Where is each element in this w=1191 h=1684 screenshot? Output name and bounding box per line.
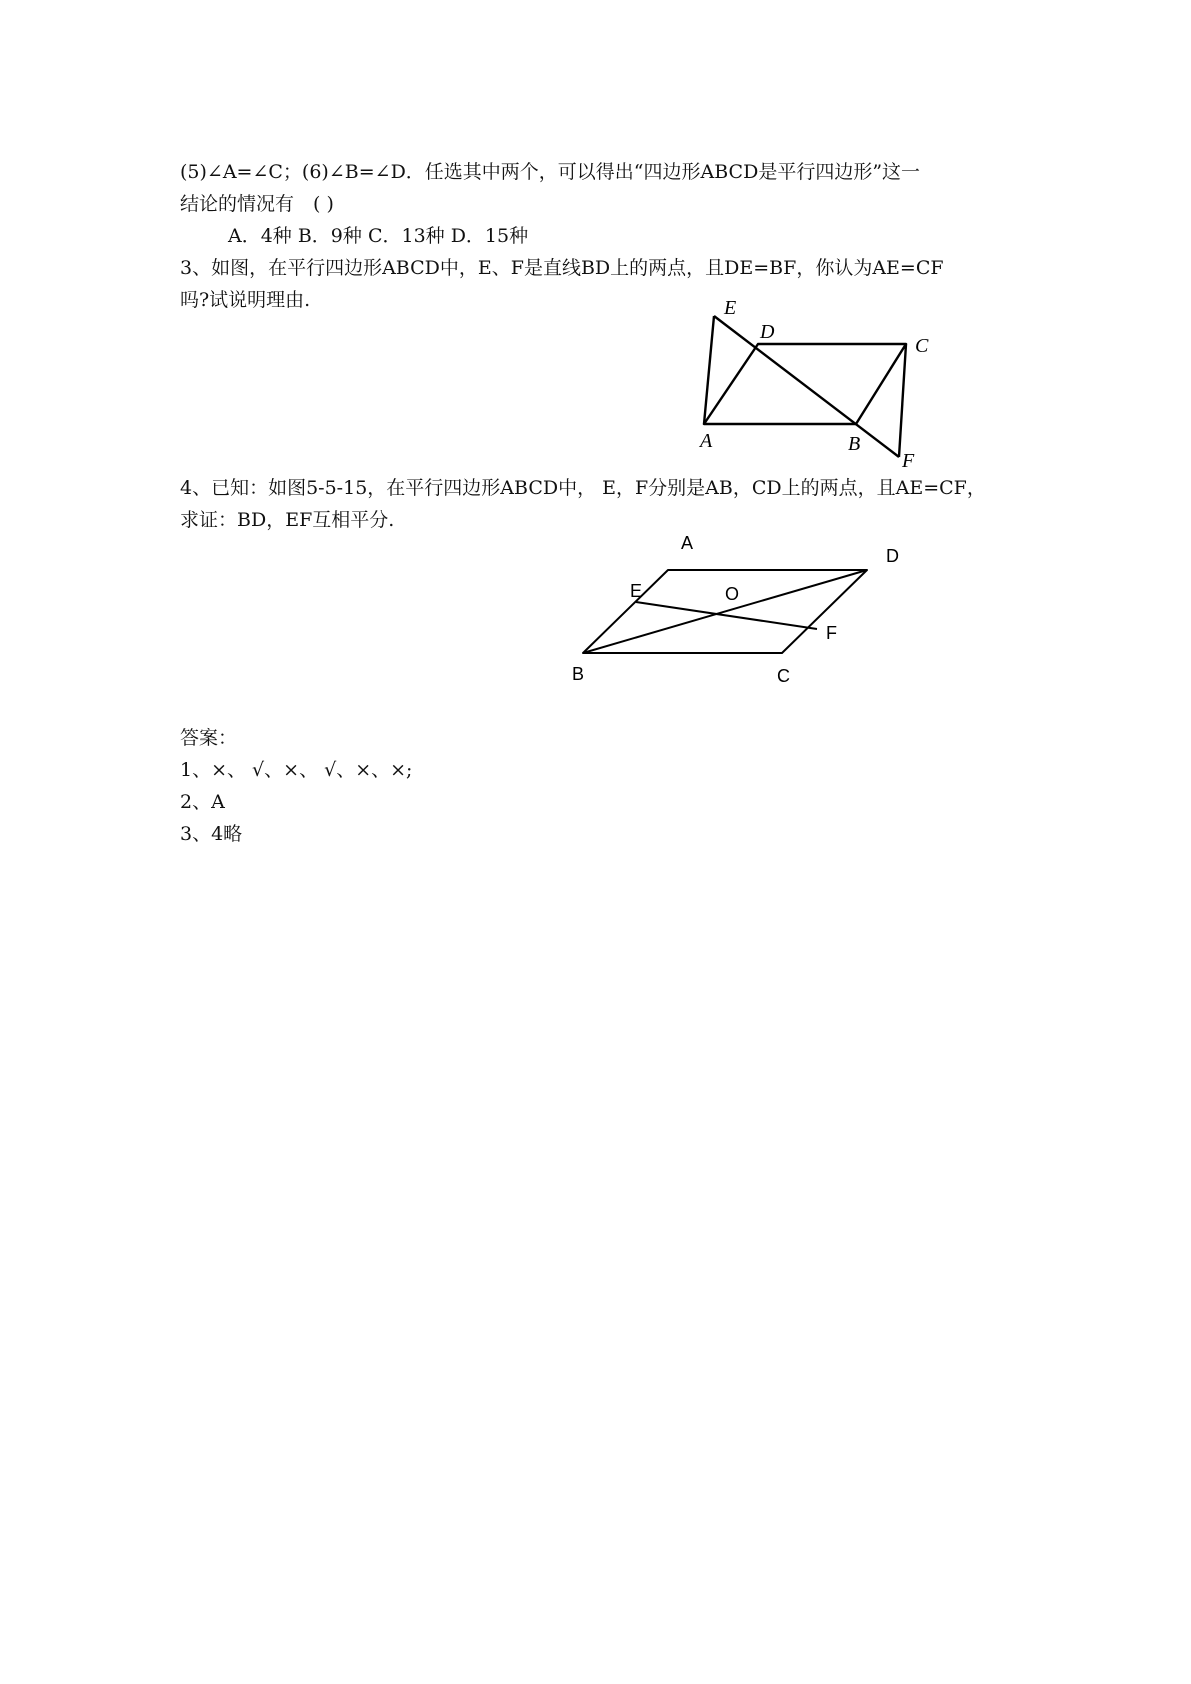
q4-label-c: C bbox=[777, 666, 790, 686]
q4-segment-ef bbox=[636, 602, 817, 629]
q4-line2: 求证：BD，EF互相平分. bbox=[180, 509, 395, 531]
q2-options: A．4种 B．9种 C．13种 D．15种 bbox=[228, 225, 529, 247]
q3-line1: 3、如图，在平行四边形ABCD中，E、F是直线BD上的两点，且DE=BF，你认为AE=CF bbox=[180, 257, 944, 279]
q3-line2: 吗?试说明理由. bbox=[180, 289, 311, 311]
q4-label-a: A bbox=[681, 533, 694, 553]
q3-label-b: B bbox=[848, 433, 861, 455]
answer-2: 2、A bbox=[180, 791, 225, 813]
answer-3: 3、4略 bbox=[180, 823, 243, 845]
q2-line1: (5)∠A=∠C；(6)∠B=∠D．任选其中两个，可以得出“四边形ABCD是平行四边形”这一 bbox=[180, 161, 921, 183]
q3-segment-cf bbox=[899, 344, 906, 457]
answers-heading: 答案： bbox=[180, 727, 238, 749]
q3-line-ef bbox=[714, 316, 899, 457]
q4-label-d: D bbox=[886, 546, 899, 566]
q4-label-b: B bbox=[572, 664, 585, 684]
q4-label-o: O bbox=[725, 584, 740, 604]
q3-label-c: C bbox=[915, 335, 929, 357]
q4-figure bbox=[572, 530, 915, 690]
q3-label-d: D bbox=[760, 321, 775, 343]
q3-segment-ae bbox=[704, 316, 714, 424]
answer-1: 1、×、 √、×、 √、×、×; bbox=[180, 759, 413, 781]
q4-label-e: E bbox=[630, 581, 643, 601]
q3-label-a: A bbox=[700, 430, 713, 452]
q3-figure bbox=[680, 290, 940, 470]
q3-label-f: F bbox=[902, 450, 915, 472]
q2-line2: 结论的情况有 ( ) bbox=[180, 193, 334, 215]
q4-line1: 4、已知：如图5-5-15，在平行四边形ABCD中， E，F分别是AB，CD上的两点，且AE=CF， bbox=[180, 477, 986, 499]
q3-label-e: E bbox=[724, 297, 737, 319]
q4-label-f: F bbox=[826, 623, 837, 643]
